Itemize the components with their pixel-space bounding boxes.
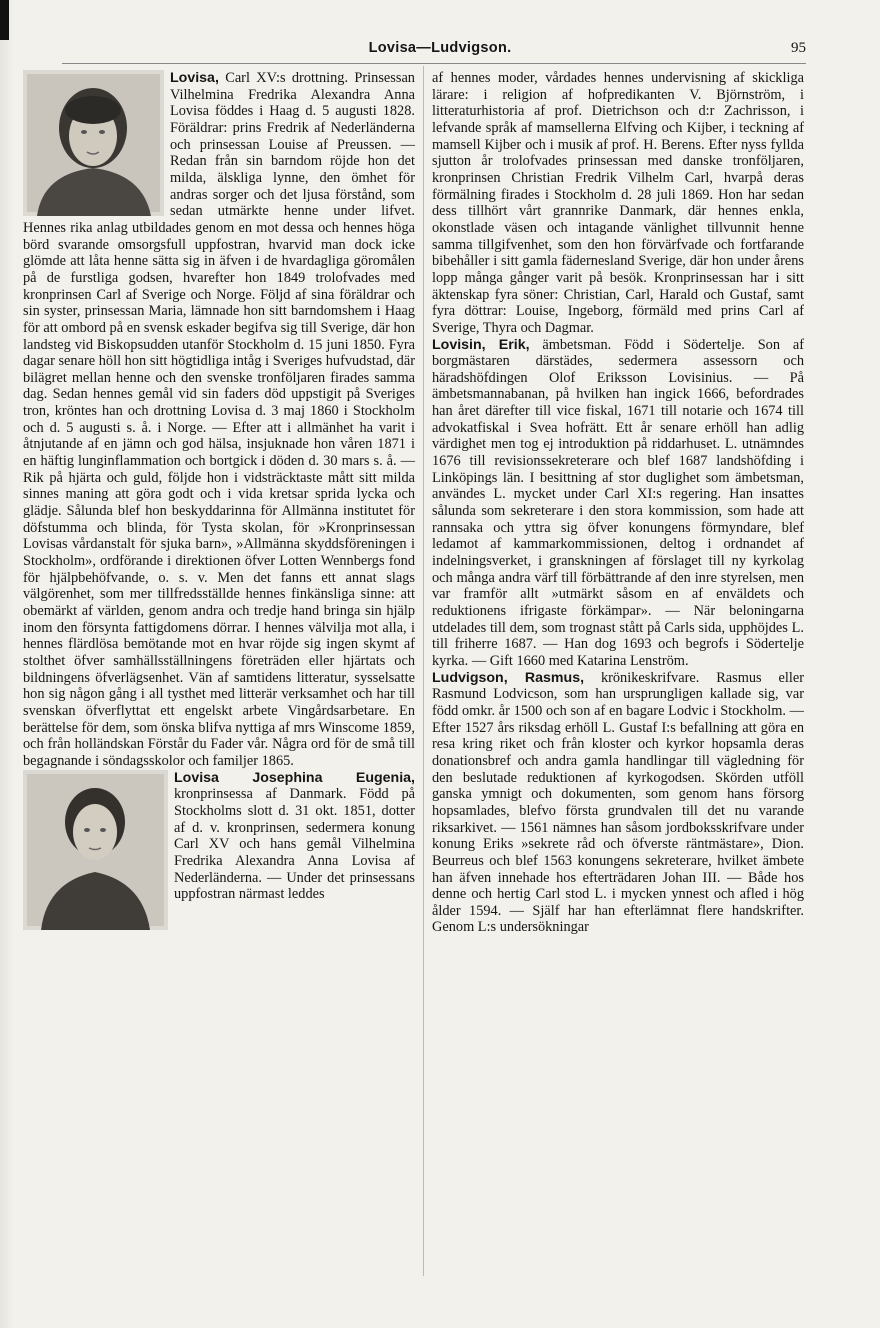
headword: Lovisa,: [170, 70, 219, 86]
entry-lovisa: [23, 70, 415, 770]
header-rule: [62, 63, 806, 64]
page-left-edge: [0, 0, 14, 1328]
portrait-queen-lovisa: [23, 70, 164, 216]
left-column: [23, 70, 415, 932]
headword: Lovisin, Erik,: [432, 336, 530, 353]
right-column: [432, 70, 804, 936]
entry-lovisin: [432, 337, 804, 670]
portrait-image: [23, 770, 168, 930]
page-header: [0, 40, 880, 60]
entry-text: krönikeskrifvare. Rasmus eller Rasmund Lodvicson, som han ursprungligen kallade sig, var född omkr. år 1500 och son af en bagare Lodvic i Stockholm. — Efter 1527 års riksdag erhöll L. Gustaf I:s befallning att göra en resa kring riket och från kloster och kyrkor hopsamla deras donationsbref och andra gamla handlingar till vägledning för den beslutade reduktionen af kyrkogodsen. Skörden utföll ganska ymnigt och dokumenten, som genom hans försorg hopsamlades, blefvo första grundvalen till det nu varande riksarkivet. — 1561 nämnes han såsom jordboksskrifvare under konung Eriks »sekrete råd och öfverste räntmästare», Dion. Beurreus och blef 1563 konungens sekreterare, hvilket ämbete han äfven innehade hos efterträdaren Johan III. — Både hos denne och hertig Carl stod L. i mycken ynnest och afled i hög ålder 1594. — Själf har han efterlämnat flere handskrifter. Genom L:s undersökningar: [432, 669, 804, 936]
entry-text: ämbetsman. Född i Södertelje. Son af borgmästaren därstädes, sedermera assessorn och häradshöfdingen Olof Eriksson Lovisinius. — På ämbetsmannabanan, på hvilken han ingick 1666, befordrades han året därefter till vice fiskal, 1671 till notarie och 1674 till advokatfiskal i Svea hofrätt. Ett år senare erhöll han adlig värdighet men tog ej introduktion på riddarhuset. L. utnämndes 1676 till revisionssekreterare och blef 1687 landshöfding i Linköpings län. I besittning af stor duglighet som ämbetsman, användes L. mycket under Carl XI:s regering. Han insattes sålunda som sekreterare i den stora kommission, som hade att rannsaka och yttra sig öfver konungens förmyndare, blef ledamot af kammarkommissionen, deltog i ordnandet af indelningsverket, i granskningen af förslaget till ny kyrkolag och många andra värf till förbättrande af den inre styrelsen, men var framför allt »utmärkt såsom en af enväldets och reduktionens ifrigaste förkämpar». — När beloningarna utdelades till dem, som trognast stått på Carls sida, upphöjdes L. till friherre 1687. — Han dog 1693 och begrofs i Södertelje kyrka. — Gift 1660 med Katarina Lenström.: [432, 336, 804, 669]
page-number: 95: [791, 40, 806, 56]
entry-lovisa-josephina-continued: [432, 70, 804, 337]
entry-text: kronprinsessa af Danmark. Född på Stockholms slott d. 31 okt. 1851, dotter af d. v. kronprinsen, sedermera konung Carl XV och hans gemål Vilhelmina Fredrika Alexandra Anna Lovisa af Nederländerna. — Under det prinsessans uppfostran närmast leddes: [174, 786, 415, 903]
running-title: Lovisa—Ludvigson.: [368, 40, 512, 56]
portrait-lovisa-josephina: [23, 770, 168, 930]
column-divider: [423, 66, 424, 1276]
entry-lovisa-josephina: [23, 770, 415, 903]
headword: Ludvigson, Rasmus,: [432, 669, 585, 686]
entry-text: Carl XV:s drottning. Prinsessan Vilhelmina Fredrika Alexandra Anna Lovisa föddes i Haag d. 5 augusti 1828. Föräldrar: prins Fredrik af Nederländerna och prinsessan Louise af Preussen. — Redan från sin barndom röjde hon det milda, älskliga lynne, den ömhet för andras sorger och det ljusa förstånd, som sedan utmärkte henne under lifvet. Hennes rika anlag utbildades genom en mot dessa och hennes höga börd svarande omsorgsfull uppfostran, hvarvid man dock icke glömde att låta henne sätta sig in äfven i de hvardagliga göromålen på de furstliga godsen, hvarefter hon 1849 trolofvades med kronprinsen Carl af Sverige och Norge. Följd af sina föräldrar och sin syster, prinsessan Maria, lämnade hon sitt barndomshem i Haag för att ombord på en svensk eskader begifva sig till Sverige, där hon landsteg vid Biskopsudden utanför Stockholm d. 15 juni 1850. Fyra dagar senare höll hon sitt högtidliga intåg i Sveriges hufvudstad, där bilägret mellan henne och den svenske tronföljaren firades samma dag. Sedan hennes gemål vid sin faders död uppstigit på Sveriges tron, kröntes han och drottning Lovisa d. 3 maj 1860 i Stockholm och d. 5 augusti s. å. i Norge. — Efter att i allmänhet ha varit i åtnjutande af en jämn och god hälsa, insjuknade hon våren 1871 i en häftig lunginflammation och bortgick i döden d. 30 mars s. å. — Rik på hjärta och guld, följde hon i vidsträcktaste mått sitt milda sinnes maning att göra godt och i vida kretsar sprida lycka och glädje. Sålunda blef hon beskyddarinna för Allmänna institutet för döfstumma och blinda, för Tysta skolan, för »Kronprinsessan Lovisas vårdanstalt för sjuka barn», »Allmänna skyddsföreningen i Stockholm», ordförande i direktionen öfver Lotten Wennbergs fond för hjälpbehöfvande, o. s. v. Men det fanns ett annat slags välgörenhet, som mer tillfredsställde hennes finkänsliga sinne: att obemärkt af världen, genom andra och tredje hand bringa sin hjälp inom den försynta fattigdomens dörrar. I hennes välvilja mot alla, i hennes flärdlösa bemötande mot en hvar röjde sig ingen skymt af stolthet öfver samhällsställningens företräden eller hjärtats och bildningens öfverlägsenhet. Vän af samtidens litteratur, sysselsatte hon sig någon gång i all tysthet med litterär verksamhet och har till svenskan öfverflyttat ett engelskt arbete Vingårdsarbetare. En berättelse för dem, som önska blifva nyttiga af mrs Winscome 1859, och från holländskan Förstår du Fader vår. Några ord för de små till begagnande i söndagsskolor och familjer 1865.: [23, 70, 415, 769]
headword: Lovisa Josephina Eugenia,: [174, 769, 415, 786]
portrait-image: [23, 70, 164, 216]
entry-text: af hennes moder, vårdades hennes undervisning af skickliga lärare: i religion af hofpredikanten V. Björnström, i litteraturhistoria af prof. Dietrichson och d:r Zachrisson, i lefvande språk af mamsellerna Elfving och Kijber, i teckning af mamsell Kijber och i musik af prof. H. Berens. Efter nyss fyllda sjutton år trolofvades prinsessan med danske tronföljaren, kronprinsen Christian Fredrik Vilhelm Carl, hvarpå deras förmälning firades i Stockholm d. 28 juli 1869. Hon har sedan dess tillhört vårt grannrike Danmark, där hennes enkla, okonstlade väsen och intagande vänlighet tillvunnit henne samma tillgifvenhet, som den hon förvärfvade och fortfarande bibehåller i sitt gamla fädernesland Sverige, där hon under årens lopp många gånger varit på besök. Kronprinsessan har i sitt äktenskap fyra söner: Christian, Carl, Harald och Gustaf, samt fyra döttrar: Louise, Ingeborg, förmäld med prins Carl af Sverige, Thyra och Dagmar.: [432, 70, 804, 336]
scan-edge-mark: [0, 0, 9, 40]
entry-ludvigson: [432, 670, 804, 937]
